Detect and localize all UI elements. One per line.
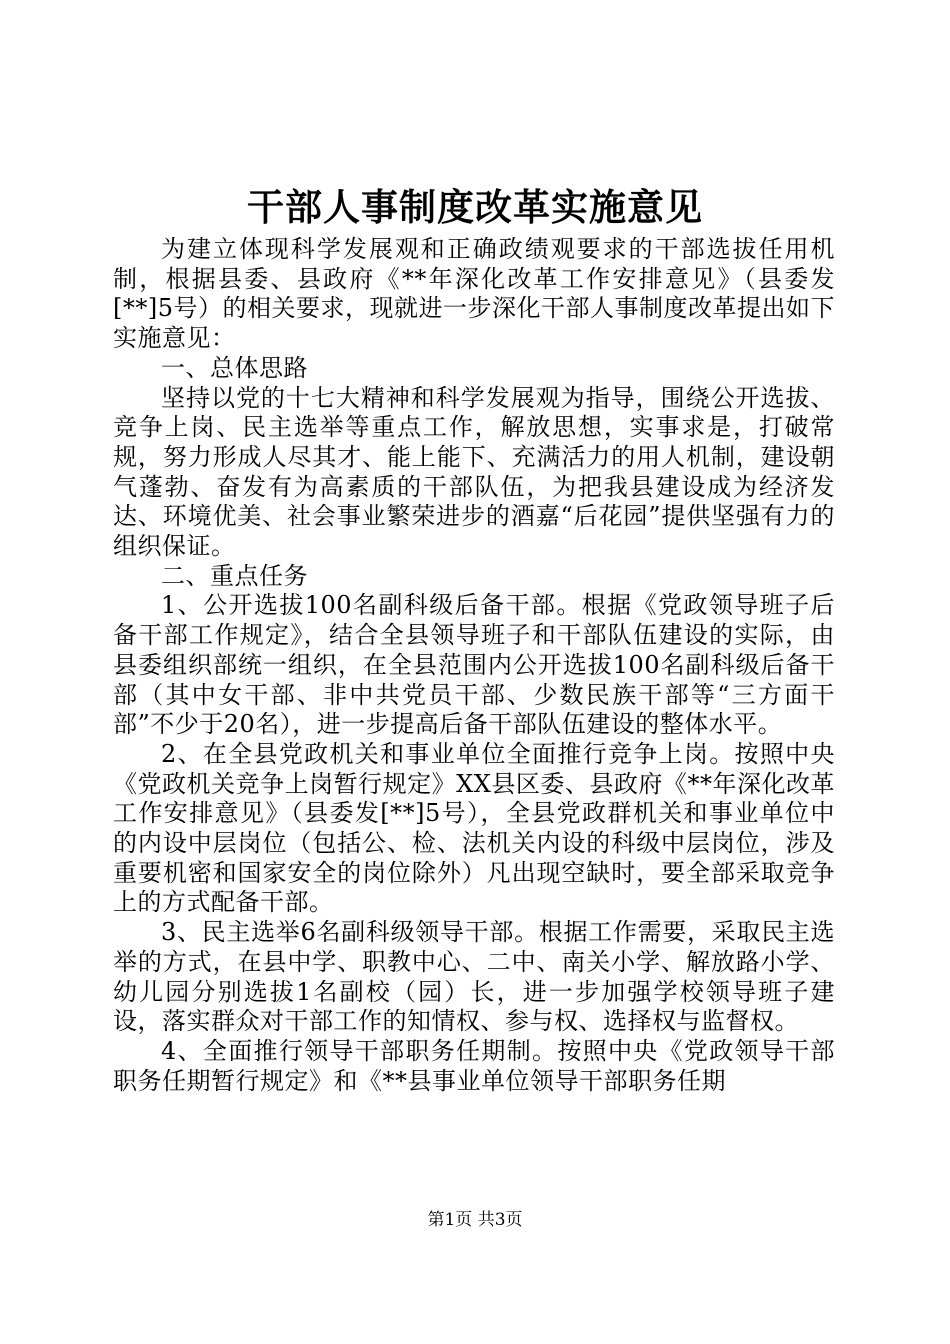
paragraph-task-2: 2、在全县党政机关和事业单位全面推行竞争上岗。按照中央《党政机关竞争上岗暂行规定》XX县区委、县政府《**年深化改革工作安排意见》（县委发[**]5号），全县党政群机关和事业单位中的内设中层岗位（包括公、检、法机关内设的科级中层岗位，涉及重要机密和国家安全的岗位除外）凡出现空缺时，要全部采取竞争上的方式配备干部。 xyxy=(113,739,835,917)
heading-key-tasks: 二、重点任务 xyxy=(161,561,308,590)
heading-overall-approach: 一、总体思路 xyxy=(161,353,308,382)
document-body xyxy=(113,235,835,1096)
paragraph-task-1: 1、公开选拔100名副科级后备干部。根据《党政领导班子后备干部工作规定》，结合全县领导班子和干部队伍建设的实际，由县委组织部统一组织，在全县范围内公开选拔100名副科级后备干部（其中女干部、非中共党员干部、少数民族干部等“三方面干部”不少于20名），进一步提高后备干部队伍建设的整体水平。 xyxy=(113,591,835,739)
document-title: 干部人事制度改革实施意见 xyxy=(247,185,703,229)
page-footer: 第1页 共3页 xyxy=(427,1210,523,1230)
paragraph-overall-approach: 坚持以党的十七大精神和科学发展观为指导，围绕公开选拔、竞争上岗、民主选举等重点工作，解放思想，实事求是，打破常规，努力形成人尽其才、能上能下、充满活力的用人机制，建设朝气蓬勃、奋发有为高素质的干部队伍，为把我县建设成为经济发达、环境优美、社会事业繁荣进步的酒嘉“后花园”提供坚强有力的组织保证。 xyxy=(113,383,835,561)
paragraph-task-3: 3、民主选举6名副科级领导干部。根据工作需要，采取民主选举的方式，在县中学、职教中心、二中、南关小学、解放路小学、幼儿园分别选拔1名副校（园）长，进一步加强学校领导班子建设，落实群众对干部工作的知情权、参与权、选择权与监督权。 xyxy=(113,918,835,1036)
paragraph-intro: 为建立体现科学发展观和正确政绩观要求的干部选拔任用机制，根据县委、县政府《**年深化改革工作安排意见》（县委发[**]5号）的相关要求，现就进一步深化干部人事制度改革提出如下实施意见： xyxy=(113,235,835,353)
paragraph-task-4: 4、全面推行领导干部职务任期制。按照中央《党政领导干部职务任期暂行规定》和《**县事业单位领导干部职务任期 xyxy=(113,1036,835,1095)
